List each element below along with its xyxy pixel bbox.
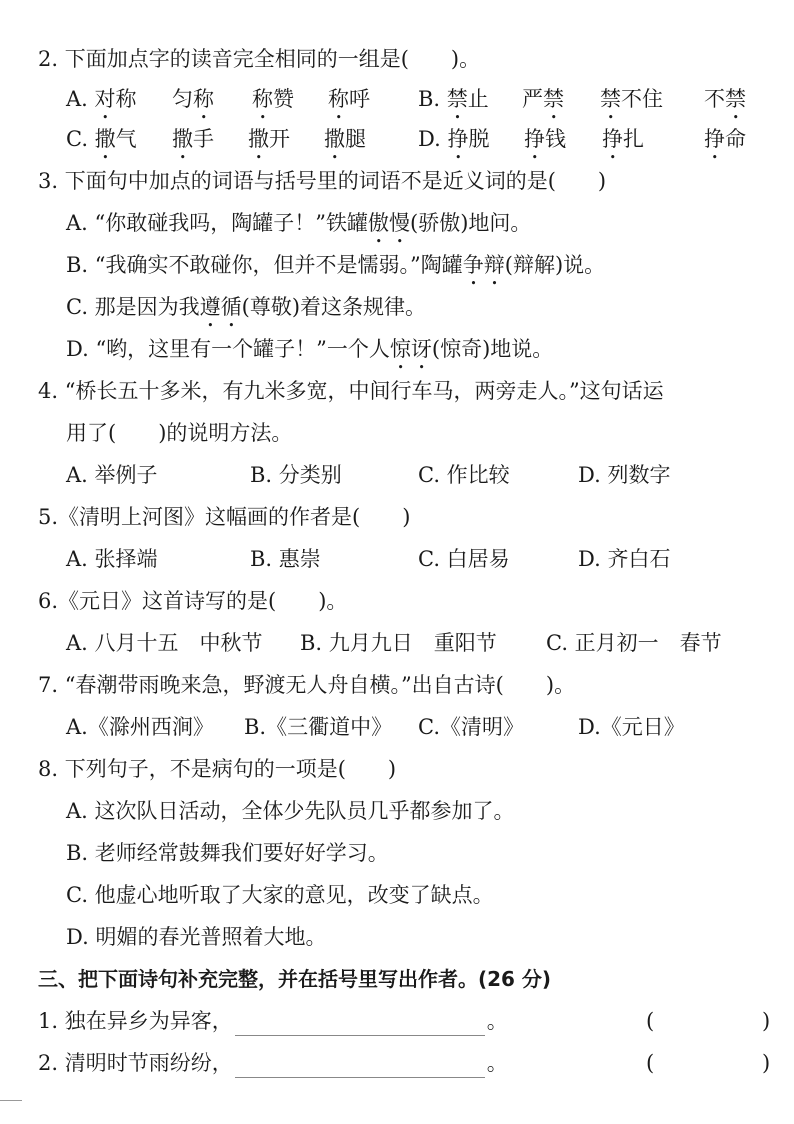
q8-option-b: B. 老师经常鼓舞我们要好好学习。 xyxy=(66,841,389,865)
poem-item-1-suffix: 。 xyxy=(486,1009,508,1033)
poem-item-2-author-paren-close: ) xyxy=(762,1051,771,1075)
q8-option-a: A. 这次队日活动，全体少先队员几乎都参加了。 xyxy=(66,799,515,823)
page-edge-mark xyxy=(0,1100,22,1101)
q4-option-b: B. 分类别 xyxy=(250,463,342,487)
q2-option-b3: 禁不住 xyxy=(600,87,663,111)
poem-item-1-author-blank[interactable] xyxy=(680,1006,760,1036)
poem-item-1-author-paren-open: ( xyxy=(646,1009,655,1033)
q8-option-d: D. 明媚的春光普照着大地。 xyxy=(66,925,327,949)
poem-item-2-suffix: 。 xyxy=(486,1051,508,1075)
q3-option-a: A. “你敢碰我吗，陶罐子！”铁罐傲慢(骄傲)地问。 xyxy=(66,211,532,235)
poem-item-2-author-blank[interactable] xyxy=(680,1048,760,1078)
q4-option-d: D. 列数字 xyxy=(578,463,671,487)
poem-item-1 xyxy=(38,1006,508,1036)
poem-item-1-author-paren-close: ) xyxy=(762,1009,771,1033)
q7-option-a: A.《滁州西涧》 xyxy=(66,715,214,739)
poem-item-2 xyxy=(38,1048,508,1078)
q5-option-d: D. 齐白石 xyxy=(578,547,671,571)
q7-stem: 7. “春潮带雨晚来急，野渡无人舟自横。”出自古诗( )。 xyxy=(38,673,576,697)
poem-item-2-author-paren-open: ( xyxy=(646,1051,655,1075)
q5-stem: 5.《清明上河图》这幅画的作者是( ) xyxy=(38,505,411,529)
q2-option-b1: B. 禁止 xyxy=(418,87,489,111)
q2-option-d2: 挣钱 xyxy=(524,127,566,151)
q2-option-b4: 不禁 xyxy=(704,87,746,111)
q2-option-d4: 挣命 xyxy=(704,127,746,151)
q2-option-c1: C. 撒气 xyxy=(66,127,137,151)
q3-option-d: D. “哟，这里有一个罐子！”一个人惊讶(惊奇)地说。 xyxy=(66,337,554,361)
q5-option-c: C. 白居易 xyxy=(418,547,510,571)
q2-option-d3: 挣扎 xyxy=(602,127,644,151)
section-3-heading: 三、把下面诗句补充完整，并在括号里写出作者。(26 分) xyxy=(38,967,552,991)
q6-option-a: A. 八月十五 中秋节 xyxy=(66,631,263,655)
q3-stem: 3. 下面句中加点的词语与括号里的词语不是近义词的是( ) xyxy=(38,169,607,193)
q2-stem: 2. 下面加点字的读音完全相同的一组是( )。 xyxy=(38,47,481,71)
q2-option-b2: 严禁 xyxy=(522,87,564,111)
q2-option-c2: 撒手 xyxy=(172,127,214,151)
poem-item-2-prefix: 2. 清明时节雨纷纷， xyxy=(38,1051,233,1075)
poem-item-2-blank[interactable] xyxy=(235,1055,485,1078)
q2-option-a1: A. 对称 xyxy=(66,87,137,111)
q3-option-b: B. “我确实不敢碰你，但并不是懦弱。”陶罐争辩(辩解)说。 xyxy=(66,253,606,277)
q2-option-d1: D. 挣脱 xyxy=(418,127,490,151)
q4-stem-line2: 用了( )的说明方法。 xyxy=(66,421,293,445)
q7-option-c: C.《清明》 xyxy=(418,715,524,739)
q4-option-c: C. 作比较 xyxy=(418,463,510,487)
q8-option-c: C. 他虚心地听取了大家的意见，改变了缺点。 xyxy=(66,883,494,907)
q3-option-c: C. 那是因为我遵循(尊敬)着这条规律。 xyxy=(66,295,427,319)
q5-option-b: B. 惠崇 xyxy=(250,547,321,571)
q6-option-b: B. 九月九日 重阳节 xyxy=(300,631,497,655)
q4-stem-line1: 4. “桥长五十多米，有九米多宽，中间行车马，两旁走人。”这句话运 xyxy=(38,379,664,403)
q7-option-b: B.《三衢道中》 xyxy=(244,715,393,739)
q2-option-a3: 称赞 xyxy=(252,87,294,111)
poem-item-1-prefix: 1. 独在异乡为异客， xyxy=(38,1009,233,1033)
q2-option-a4: 称呼 xyxy=(328,87,370,111)
q4-option-a: A. 举例子 xyxy=(66,463,158,487)
q2-option-c4: 撒腿 xyxy=(324,127,366,151)
q2-option-a2: 匀称 xyxy=(172,87,214,111)
q6-stem: 6.《元日》这首诗写的是( )。 xyxy=(38,589,348,613)
poem-item-1-blank[interactable] xyxy=(235,1013,485,1036)
q6-option-c: C. 正月初一 春节 xyxy=(546,631,722,655)
q2-option-c3: 撒开 xyxy=(248,127,290,151)
q5-option-a: A. 张择端 xyxy=(66,547,158,571)
q7-option-d: D.《元日》 xyxy=(578,715,685,739)
q8-stem: 8. 下列句子，不是病句的一项是( ) xyxy=(38,757,397,781)
